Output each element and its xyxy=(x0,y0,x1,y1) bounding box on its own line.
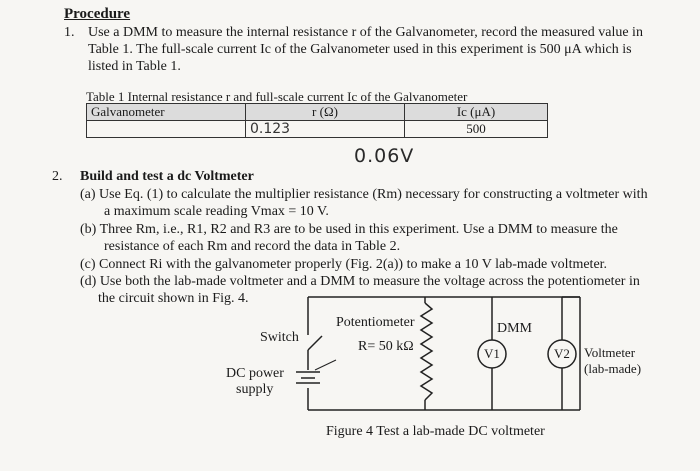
table1-cell-r: 0.123 xyxy=(246,121,405,138)
potentiometer-label: Potentiometer xyxy=(336,315,415,330)
step2-heading: Build and test a dc Voltmeter xyxy=(80,169,254,184)
supply-label: supply xyxy=(236,382,274,397)
step1-line3: listed in Table 1. xyxy=(88,59,181,74)
step2d-line1: (d) Use both the lab-made voltmeter and a DMM to measure the voltage across the potentiometer in xyxy=(80,274,640,289)
figure4-caption: Figure 4 Test a lab-made DC voltmeter xyxy=(326,424,545,439)
table1-header-ic: Ic (μA) xyxy=(405,104,548,121)
v2-label: V2 xyxy=(554,346,570,361)
step2a-line1: (a) Use Eq. (1) to calculate the multiplier resistance (Rm) necessary for constructing a voltmeter with xyxy=(80,187,648,202)
step2d-line2: the circuit shown in Fig. 4. xyxy=(98,291,249,306)
handwritten-voltage-note: 0.06V xyxy=(354,145,415,167)
voltmeter-label: Voltmeter xyxy=(584,345,636,360)
step2a-line2: a maximum scale reading Vmax = 10 V. xyxy=(104,204,329,219)
v1-label: V1 xyxy=(484,346,500,361)
step1-line2: Table 1. The full-scale current Ic of the Galvanometer used in this experiment is 500 μA which is xyxy=(88,42,632,57)
table1-cell-ic: 500 xyxy=(405,121,548,138)
procedure-title: Procedure xyxy=(64,6,131,22)
step1-line1: Use a DMM to measure the internal resistance r of the Galvanometer, record the measured value in xyxy=(88,25,643,40)
dc-power-label: DC power xyxy=(226,366,284,381)
dmm-label: DMM xyxy=(497,321,533,336)
step2b-line2: resistance of each Rm and record the data in Table 2. xyxy=(104,239,401,254)
lab-made-label: (lab-made) xyxy=(584,361,642,376)
resistance-label: R= 50 kΩ xyxy=(358,339,414,354)
table1-caption: Table 1 Internal resistance r and full-scale current Ic of the Galvanometer xyxy=(86,89,468,104)
step1-number: 1. xyxy=(64,25,75,40)
step2b-line1: (b) Three Rm, i.e., R1, R2 and R3 are to be used in this experiment. Use a DMM to measure the xyxy=(80,222,618,237)
table1-header-r: r (Ω) xyxy=(246,104,405,121)
switch-label: Switch xyxy=(260,330,299,345)
step2c-line1: (c) Connect Ri with the galvanometer properly (Fig. 2(a)) to make a 10 V lab-made voltmeter. xyxy=(80,257,608,272)
step2-number: 2. xyxy=(52,169,63,184)
table1-header-galvanometer: Galvanometer xyxy=(87,104,246,121)
